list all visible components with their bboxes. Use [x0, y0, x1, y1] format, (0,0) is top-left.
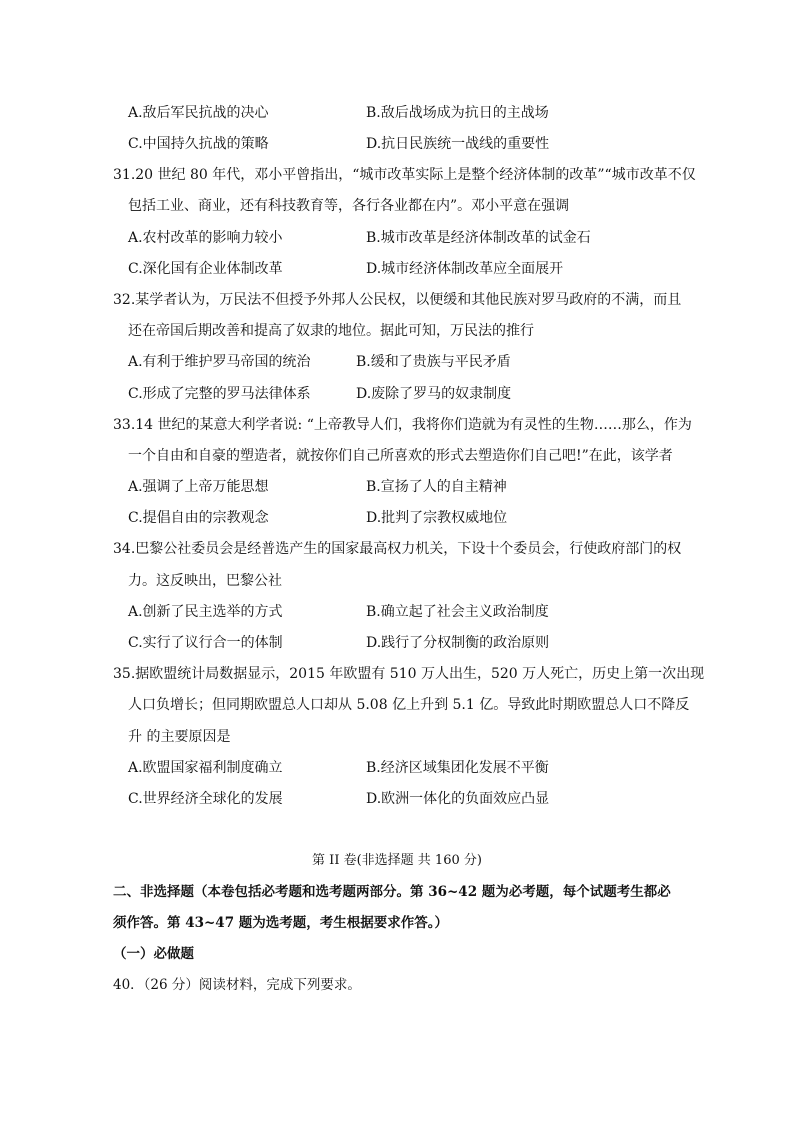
q32-option-a: A.有利于维护罗马帝国的统治: [128, 354, 311, 370]
q34-stem-line2: 力。这反映出，巴黎公社: [128, 573, 282, 589]
section-intro-line2: 须作答。第 43~47 题为选考题，考生根据要求作答。）: [113, 915, 449, 931]
q31-option-c: C.深化国有企业体制改革: [128, 261, 283, 277]
q33-stem-line1: 33.14 世纪的某意大利学者说: “上帝教导人们，我将你们造就为有灵性的生物……那么，作为: [113, 417, 692, 433]
q34-option-c: C.实行了议行合一的体制: [128, 635, 283, 651]
q31-stem-line2: 包括工业、商业，还有科技教育等，各行各业都在内”。邓小平意在强调: [128, 198, 570, 214]
section-subheading: （一）必做题: [113, 946, 194, 962]
q35-option-a: A.欧盟国家福利制度确立: [128, 760, 283, 776]
q33-stem-line2: 一个自由和自豪的塑造者，就按你们自己所喜欢的形式去塑造你们自己吧!”在此，该学者: [128, 448, 673, 464]
q33-option-a: A.强调了上帝万能思想: [128, 479, 269, 495]
q35-stem-line1: 35.据欧盟统计局数据显示，2015 年欧盟有 510 万人出生，520 万人死亡，历史上第一次出现: [113, 666, 705, 682]
q31-stem-line1: 31.20 世纪 80 年代，邓小平曾指出，“城市改革实际上是整个经济体制的改革”“城市改革不仅: [113, 167, 696, 183]
q35-option-b: B.经济区域集团化发展不平衡: [366, 760, 549, 776]
q32-option-c: C.形成了完整的罗马法律体系: [128, 386, 311, 402]
q34-option-d: D.践行了分权制衡的政治原则: [366, 635, 550, 651]
q34-stem-line1: 34.巴黎公社委员会是经普选产生的国家最高权力机关，下设十个委员会，行使政府部门的权: [113, 541, 682, 557]
q32-stem-line1: 32.某学者认为，万民法不但授予外邦人公民权，以便缓和其他民族对罗马政府的不满，而且: [113, 292, 682, 308]
q31-option-b: B.城市改革是经济体制改革的试金石: [366, 230, 591, 246]
q30-option-c: C.中国持久抗战的策略: [128, 136, 269, 152]
q34-option-a: A.创新了民主选举的方式: [128, 604, 283, 620]
q34-option-b: B.确立起了社会主义政治制度: [366, 604, 549, 620]
section-title: 第 II 卷(非选择题 共 160 分): [312, 853, 482, 868]
q32-option-d: D.废除了罗马的奴隶制度: [356, 386, 512, 402]
q33-option-d: D.批判了宗教权威地位: [366, 510, 508, 526]
q30-option-a: A.敌后军民抗战的决心: [128, 105, 269, 121]
q40-stem: 40．（26 分）阅读材料，完成下列要求。: [113, 977, 361, 993]
q33-option-b: B.宣扬了人的自主精神: [366, 479, 507, 495]
q31-option-a: A.农村改革的影响力较小: [128, 230, 283, 246]
q35-option-c: C.世界经济全球化的发展: [128, 791, 283, 807]
q32-option-b: B.缓和了贵族与平民矛盾: [356, 354, 511, 370]
q35-option-d: D.欧洲一体化的负面效应凸显: [366, 791, 550, 807]
q31-option-d: D.城市经济体制改革应全面展开: [366, 261, 564, 277]
q35-stem-line3: 升 的主要原因是: [128, 729, 231, 745]
section-intro-line1: 二、非选择题（本卷包括必考题和选考题两部分。第 36~42 题为必考题，每个试题考生都必: [113, 884, 671, 900]
q33-option-c: C.提倡自由的宗教观念: [128, 510, 269, 526]
q32-stem-line2: 还在帝国后期改善和提高了奴隶的地位。据此可知，万民法的推行: [128, 323, 534, 339]
q30-option-b: B.敌后战场成为抗日的主战场: [366, 105, 549, 121]
q30-option-d: D.抗日民族统一战线的重要性: [366, 136, 550, 152]
q35-stem-line2: 人口负增长；但同期欧盟总人口却从 5.08 亿上升到 5.1 亿。导致此时期欧盟总人口不降反: [128, 697, 690, 713]
